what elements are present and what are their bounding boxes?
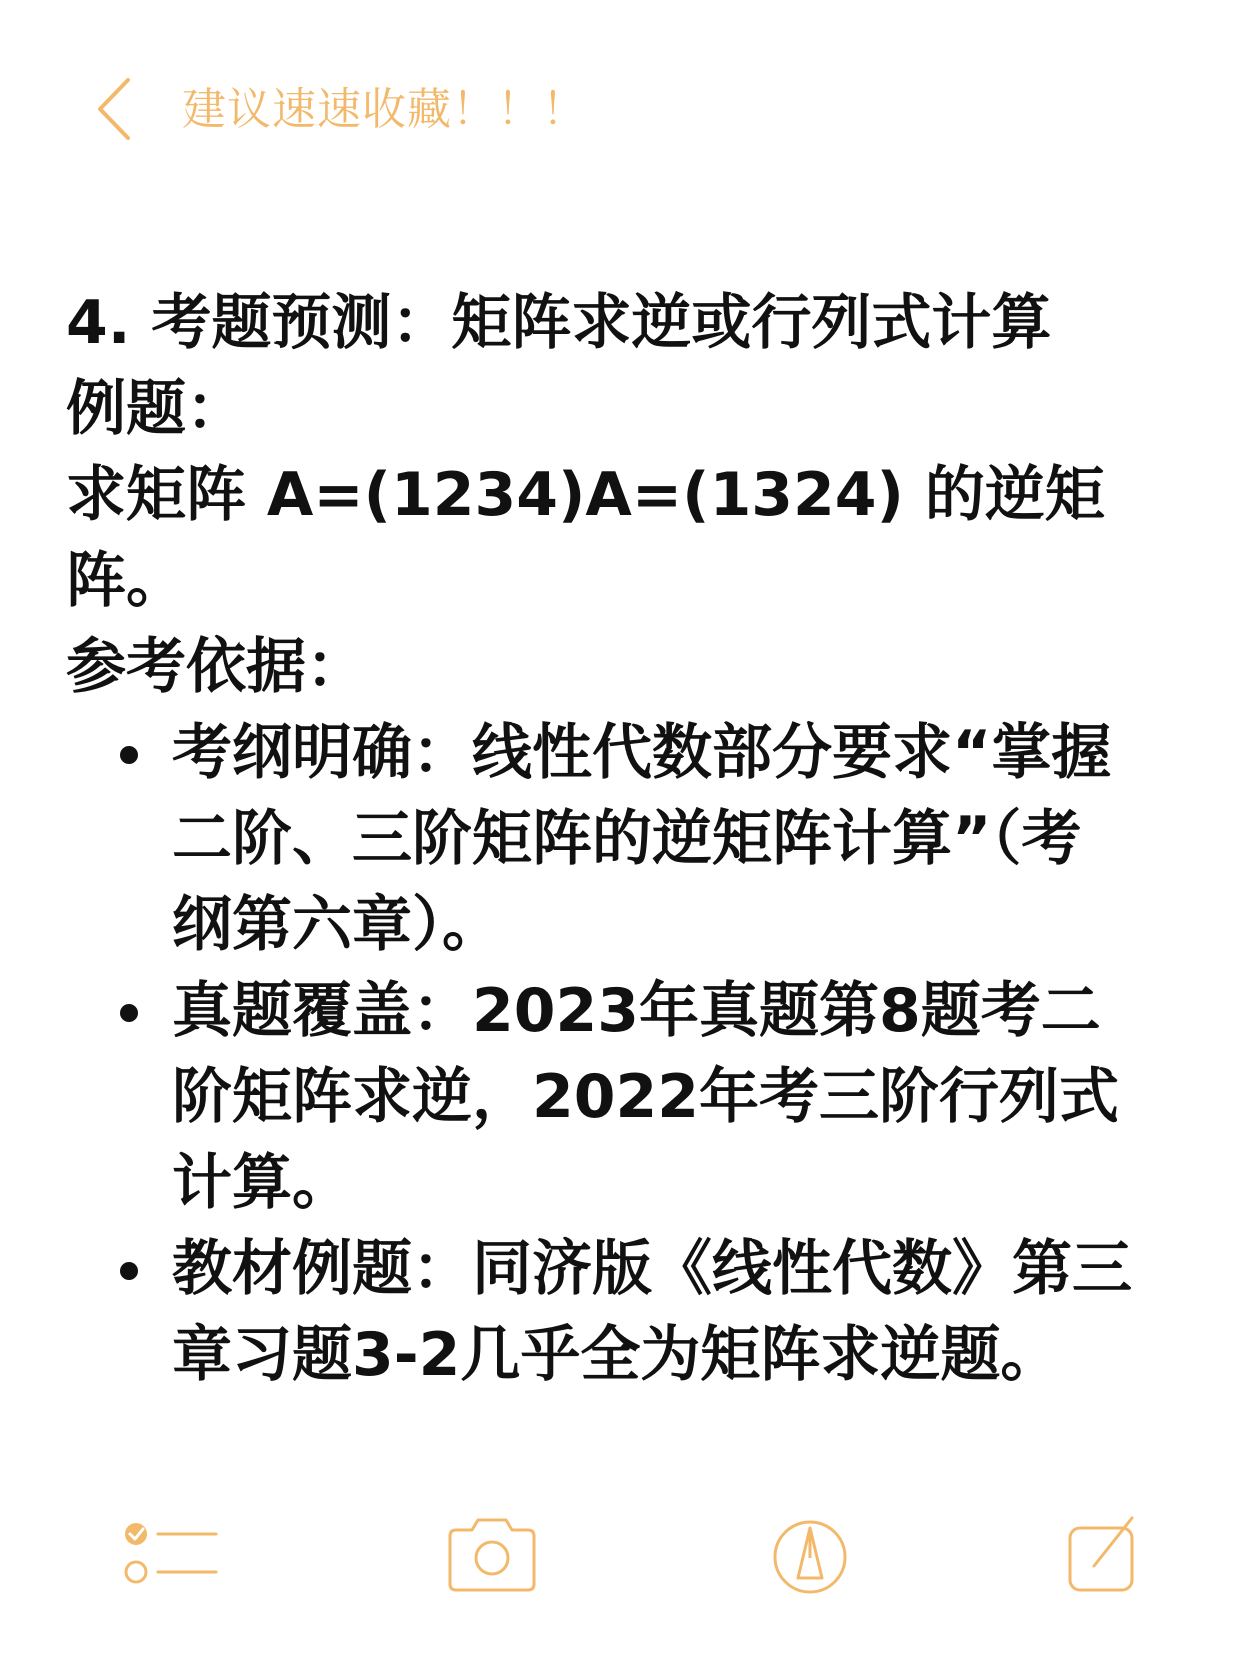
bullet-dot-icon [120, 1262, 138, 1280]
basis-label: 参考依据： [66, 632, 366, 702]
bullet-dot-icon [120, 1004, 138, 1022]
note-title: 建议速速收藏！！！ [182, 84, 587, 135]
list-item-line: 教材例题：同济版《线性代数》第三 [172, 1234, 1132, 1304]
compose-icon [1060, 1500, 1160, 1610]
checklist-icon [122, 1500, 222, 1610]
section-heading: 4. 考题预测：矩阵求逆或行列式计算 [66, 288, 1052, 358]
list-item-line: 考纲明确：线性代数部分要求“掌握 [172, 718, 1112, 788]
list-item [66, 1226, 1176, 1398]
example-text-line-2: 阵。 [66, 546, 186, 616]
list-item-line: 真题覆盖：2023年真题第8题考二 [172, 976, 1101, 1046]
back-button[interactable] [90, 74, 140, 144]
list-item-line: 二阶、三阶矩阵的逆矩阵计算”（考 [172, 804, 1082, 874]
list-item-line: 阶矩阵求逆，2022年考三阶行列式 [172, 1062, 1119, 1132]
basis-list [66, 710, 1176, 1398]
example-label: 例题： [66, 374, 246, 444]
top-navigation-bar [0, 0, 1242, 220]
list-item-line: 计算。 [172, 1148, 352, 1218]
compose-button[interactable] [1060, 1500, 1160, 1610]
bottom-toolbar [0, 1500, 1242, 1620]
list-item [66, 710, 1176, 968]
checklist-button[interactable] [122, 1500, 222, 1610]
chevron-left-icon [90, 74, 140, 144]
note-body[interactable] [66, 280, 1176, 1398]
example-text-line-1: 求矩阵 A=(1234)A=(1324) 的逆矩 [66, 460, 1105, 530]
bullet-dot-icon [120, 746, 138, 764]
camera-button[interactable] [442, 1500, 542, 1610]
markup-button[interactable] [760, 1500, 860, 1610]
list-item-line: 章习题3-2几乎全为矩阵求逆题。 [172, 1320, 1061, 1390]
list-item [66, 968, 1176, 1226]
list-item-line: 纲第六章）。 [172, 890, 502, 960]
camera-icon [442, 1500, 542, 1610]
pen-nib-icon [760, 1500, 860, 1610]
